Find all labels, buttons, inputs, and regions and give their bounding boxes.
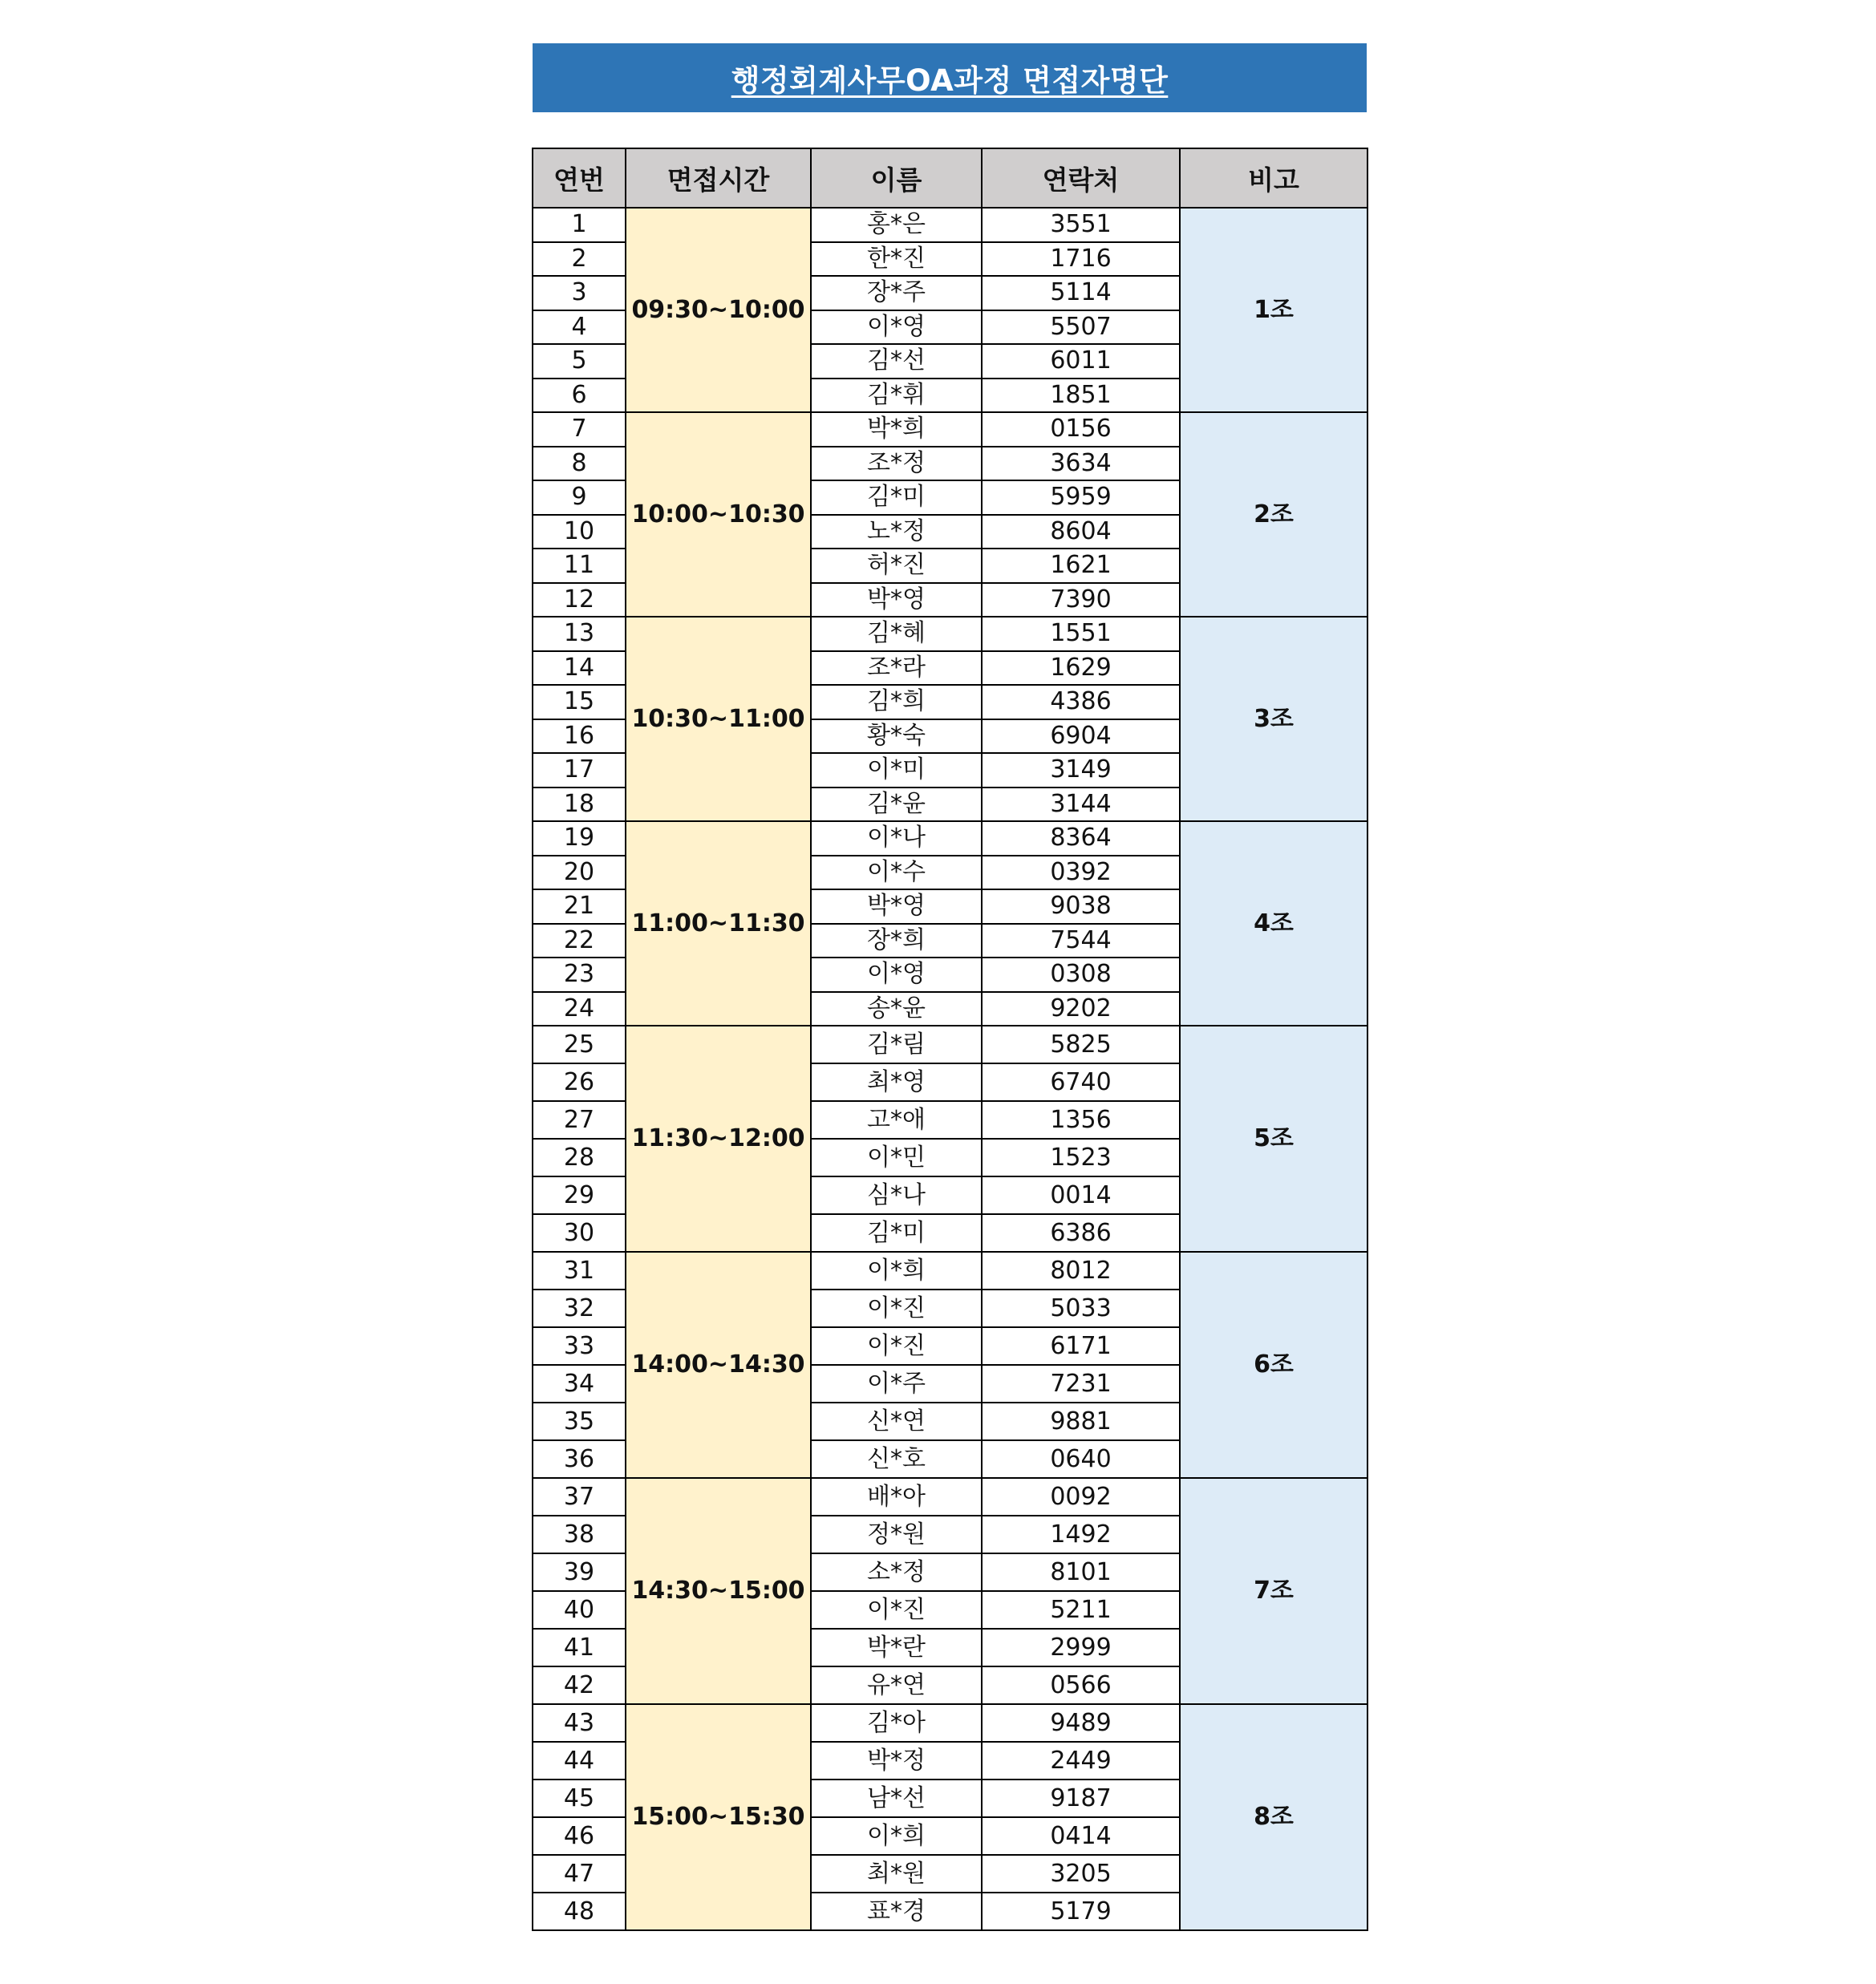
row-number: 5 [533,344,626,379]
row-number: 6 [533,379,626,413]
contact-cell: 4386 [982,685,1180,719]
contact-cell: 9202 [982,992,1180,1026]
contact-cell: 1851 [982,379,1180,413]
name-cell: 소*정 [811,1553,982,1591]
contact-cell: 7231 [982,1365,1180,1403]
row-number: 9 [533,480,626,515]
interview-roster-table [532,148,1368,1931]
contact-cell: 5507 [982,310,1180,345]
header-contact: 연락처 [982,148,1180,208]
contact-cell: 8604 [982,515,1180,549]
row-number: 24 [533,992,626,1026]
row-number: 34 [533,1365,626,1403]
name-cell: 박*희 [811,412,982,447]
contact-cell: 1551 [982,617,1180,651]
name-cell: 박*영 [811,889,982,924]
contact-cell: 9489 [982,1704,1180,1742]
group-cell: 8조 [1180,1704,1367,1930]
name-cell: 황*숙 [811,719,982,754]
contact-cell: 7544 [982,924,1180,958]
name-cell: 표*경 [811,1893,982,1930]
row-number: 47 [533,1855,626,1893]
name-cell: 김*희 [811,685,982,719]
row-number: 42 [533,1666,626,1704]
name-cell: 김*림 [811,1026,982,1063]
name-cell: 정*원 [811,1516,982,1553]
contact-cell: 0156 [982,412,1180,447]
contact-cell: 2999 [982,1629,1180,1666]
row-number: 1 [533,208,626,242]
interview-time-cell: 11:30~12:00 [626,1026,811,1252]
contact-cell: 1492 [982,1516,1180,1553]
name-cell: 박*란 [811,1629,982,1666]
page-title: 행정회계사무OA과정 면접자명단 [731,63,1169,98]
name-cell: 김*혜 [811,617,982,651]
name-cell: 허*진 [811,549,982,583]
row-number: 21 [533,889,626,924]
row-number: 3 [533,276,626,310]
group-cell: 2조 [1180,412,1367,617]
table-row [533,1478,1367,1516]
name-cell: 심*나 [811,1176,982,1214]
contact-cell: 3634 [982,447,1180,481]
name-cell: 이*민 [811,1139,982,1176]
row-number: 12 [533,583,626,617]
contact-cell: 1621 [982,549,1180,583]
contact-cell: 6171 [982,1327,1180,1365]
contact-cell: 0308 [982,958,1180,992]
row-number: 23 [533,958,626,992]
name-cell: 신*호 [811,1440,982,1478]
contact-cell: 6011 [982,344,1180,379]
group-cell: 3조 [1180,617,1367,821]
contact-cell: 2449 [982,1742,1180,1780]
name-cell: 김*윤 [811,788,982,822]
row-number: 22 [533,924,626,958]
contact-cell: 5114 [982,276,1180,310]
contact-cell: 1356 [982,1101,1180,1139]
contact-cell: 6904 [982,719,1180,754]
name-cell: 이*미 [811,753,982,788]
row-number: 37 [533,1478,626,1516]
row-number: 15 [533,685,626,719]
row-number: 4 [533,310,626,345]
row-number: 26 [533,1063,626,1101]
name-cell: 노*정 [811,515,982,549]
contact-cell: 1629 [982,651,1180,686]
name-cell: 홍*은 [811,208,982,242]
contact-cell: 3551 [982,208,1180,242]
row-number: 10 [533,515,626,549]
contact-cell: 5211 [982,1591,1180,1629]
name-cell: 이*희 [811,1817,982,1855]
name-cell: 최*영 [811,1063,982,1101]
name-cell: 이*영 [811,310,982,345]
interview-time-cell: 09:30~10:00 [626,208,811,412]
table-row [533,617,1367,651]
name-cell: 유*연 [811,1666,982,1704]
contact-cell: 9187 [982,1780,1180,1817]
table-row [533,1252,1367,1290]
contact-cell: 0414 [982,1817,1180,1855]
name-cell: 최*원 [811,1855,982,1893]
name-cell: 김*선 [811,344,982,379]
row-number: 38 [533,1516,626,1553]
row-number: 44 [533,1742,626,1780]
name-cell: 이*영 [811,958,982,992]
name-cell: 장*주 [811,276,982,310]
interview-time-cell: 10:30~11:00 [626,617,811,821]
table-row [533,821,1367,856]
name-cell: 이*주 [811,1365,982,1403]
contact-cell: 6386 [982,1214,1180,1252]
row-number: 32 [533,1290,626,1327]
row-number: 16 [533,719,626,754]
name-cell: 이*진 [811,1290,982,1327]
row-number: 13 [533,617,626,651]
group-cell: 7조 [1180,1478,1367,1704]
contact-cell: 1716 [982,242,1180,277]
contact-cell: 8364 [982,821,1180,856]
row-number: 8 [533,447,626,481]
name-cell: 김*미 [811,1214,982,1252]
group-cell: 1조 [1180,208,1367,412]
row-number: 36 [533,1440,626,1478]
name-cell: 배*아 [811,1478,982,1516]
contact-cell: 7390 [982,583,1180,617]
row-number: 17 [533,753,626,788]
name-cell: 이*수 [811,856,982,890]
name-cell: 박*정 [811,1742,982,1780]
table-row [533,1026,1367,1063]
name-cell: 고*애 [811,1101,982,1139]
name-cell: 송*윤 [811,992,982,1026]
contact-cell: 5179 [982,1893,1180,1930]
row-number: 33 [533,1327,626,1365]
group-cell: 5조 [1180,1026,1367,1252]
row-number: 28 [533,1139,626,1176]
contact-cell: 5959 [982,480,1180,515]
row-number: 30 [533,1214,626,1252]
roster-body [533,208,1367,1930]
row-number: 40 [533,1591,626,1629]
row-number: 19 [533,821,626,856]
contact-cell: 0014 [982,1176,1180,1214]
contact-cell: 9038 [982,889,1180,924]
name-cell: 한*진 [811,242,982,277]
row-number: 35 [533,1403,626,1440]
interview-time-cell: 10:00~10:30 [626,412,811,617]
contact-cell: 5033 [982,1290,1180,1327]
contact-cell: 3144 [982,788,1180,822]
row-number: 46 [533,1817,626,1855]
name-cell: 조*라 [811,651,982,686]
contact-cell: 0566 [982,1666,1180,1704]
contact-cell: 5825 [982,1026,1180,1063]
contact-cell: 0392 [982,856,1180,890]
name-cell: 김*휘 [811,379,982,413]
table-row [533,208,1367,242]
row-number: 25 [533,1026,626,1063]
row-number: 14 [533,651,626,686]
row-number: 20 [533,856,626,890]
row-number: 2 [533,242,626,277]
contact-cell: 8012 [982,1252,1180,1290]
contact-cell: 8101 [982,1553,1180,1591]
name-cell: 신*연 [811,1403,982,1440]
header-name: 이름 [811,148,982,208]
name-cell: 이*희 [811,1252,982,1290]
header-row [533,148,1367,208]
name-cell: 이*나 [811,821,982,856]
name-cell: 김*아 [811,1704,982,1742]
row-number: 41 [533,1629,626,1666]
interview-time-cell: 14:00~14:30 [626,1252,811,1478]
group-cell: 4조 [1180,821,1367,1026]
contact-cell: 9881 [982,1403,1180,1440]
name-cell: 장*희 [811,924,982,958]
header-number: 연번 [533,148,626,208]
row-number: 43 [533,1704,626,1742]
name-cell: 박*영 [811,583,982,617]
contact-cell: 0640 [982,1440,1180,1478]
table-row [533,1704,1367,1742]
contact-cell: 6740 [982,1063,1180,1101]
row-number: 39 [533,1553,626,1591]
row-number: 11 [533,549,626,583]
name-cell: 이*진 [811,1327,982,1365]
group-cell: 6조 [1180,1252,1367,1478]
title-banner [533,43,1367,112]
interview-time-cell: 11:00~11:30 [626,821,811,1026]
header-note: 비고 [1180,148,1367,208]
row-number: 31 [533,1252,626,1290]
contact-cell: 3149 [982,753,1180,788]
row-number: 45 [533,1780,626,1817]
row-number: 18 [533,788,626,822]
interview-time-cell: 14:30~15:00 [626,1478,811,1704]
name-cell: 남*선 [811,1780,982,1817]
contact-cell: 0092 [982,1478,1180,1516]
interview-time-cell: 15:00~15:30 [626,1704,811,1930]
contact-cell: 3205 [982,1855,1180,1893]
contact-cell: 1523 [982,1139,1180,1176]
row-number: 29 [533,1176,626,1214]
table-row [533,412,1367,447]
name-cell: 김*미 [811,480,982,515]
name-cell: 조*정 [811,447,982,481]
row-number: 7 [533,412,626,447]
row-number: 48 [533,1893,626,1930]
header-interview-time: 면접시간 [626,148,811,208]
name-cell: 이*진 [811,1591,982,1629]
row-number: 27 [533,1101,626,1139]
